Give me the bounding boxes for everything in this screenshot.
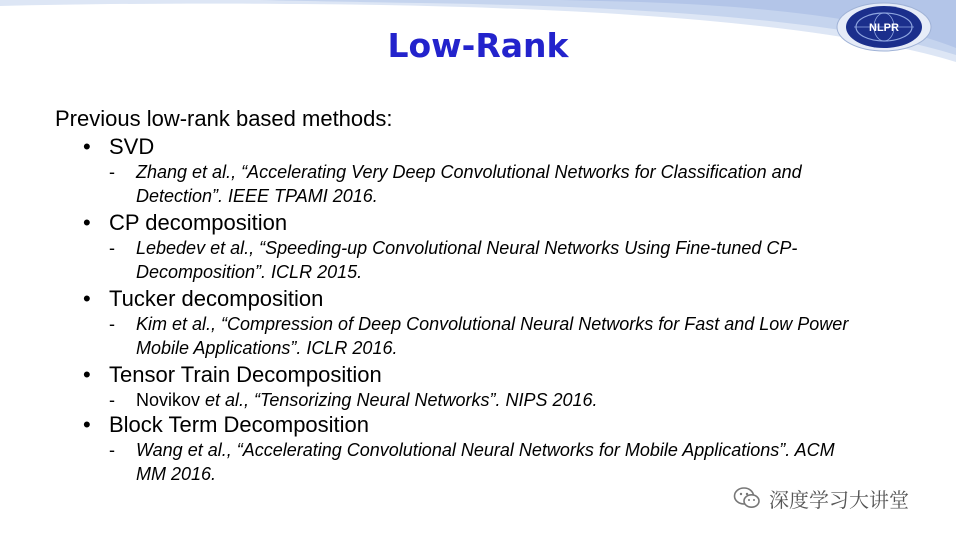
reference <box>109 236 945 284</box>
bullet-icon: • <box>83 362 91 387</box>
method-name: Tucker decomposition <box>109 286 324 311</box>
dash-icon: - <box>109 162 115 182</box>
method-list <box>55 134 945 486</box>
reference-line: Detection”. IEEE TPAMI 2016. <box>136 186 378 206</box>
method-item-block-term <box>55 412 945 486</box>
reference-line: Kim et al., “Compression of Deep Convolutional Neural Networks for Fast and Low Power <box>136 314 849 334</box>
method-item-tensor-train <box>55 362 945 412</box>
method-item-tucker <box>55 286 945 360</box>
method-name: SVD <box>109 134 155 159</box>
reference-rest: et al., “Tensorizing Neural Networks”. NIPS 2016. <box>200 390 598 410</box>
dash-icon: - <box>109 440 115 460</box>
reference <box>109 312 945 360</box>
dash-icon: - <box>109 238 115 258</box>
reference-line: Zhang et al., “Accelerating Very Deep Convolutional Networks for Classification and <box>136 162 802 182</box>
reference <box>109 438 945 486</box>
reference-line <box>136 388 945 412</box>
slide-body <box>55 106 945 486</box>
reference-line: MM 2016. <box>136 464 217 484</box>
logo-text: NLPR <box>869 22 899 34</box>
watermark-text: 深度学习大讲堂 <box>769 487 909 512</box>
reference <box>109 388 945 412</box>
reference <box>109 160 945 208</box>
method-item-svd <box>55 134 945 208</box>
reference-line: Wang et al., “Accelerating Convolutional Neural Networks for Mobile Applications”. ACM <box>136 440 835 460</box>
method-name: Block Term Decomposition <box>109 412 370 437</box>
bullet-icon: • <box>83 134 91 159</box>
intro-text: Previous low-rank based methods: <box>55 106 393 131</box>
method-item-cp <box>55 210 945 284</box>
dash-icon: - <box>109 390 115 410</box>
bullet-icon: • <box>83 286 91 311</box>
reference-author: Novikov <box>136 390 201 410</box>
wechat-icon <box>733 486 761 510</box>
method-name: CP decomposition <box>109 210 288 235</box>
reference-line: Lebedev et al., “Speeding-up Convolutional Neural Networks Using Fine-tuned CP- <box>136 238 798 258</box>
reference-line: Mobile Applications”. ICLR 2016. <box>136 338 398 358</box>
slide-title: Low-Rank <box>387 26 569 65</box>
watermark <box>733 483 909 513</box>
method-name: Tensor Train Decomposition <box>109 362 382 387</box>
bullet-icon: • <box>83 210 91 235</box>
bullet-icon: • <box>83 412 91 437</box>
reference-line: Decomposition”. ICLR 2015. <box>136 262 363 282</box>
dash-icon: - <box>109 314 115 334</box>
